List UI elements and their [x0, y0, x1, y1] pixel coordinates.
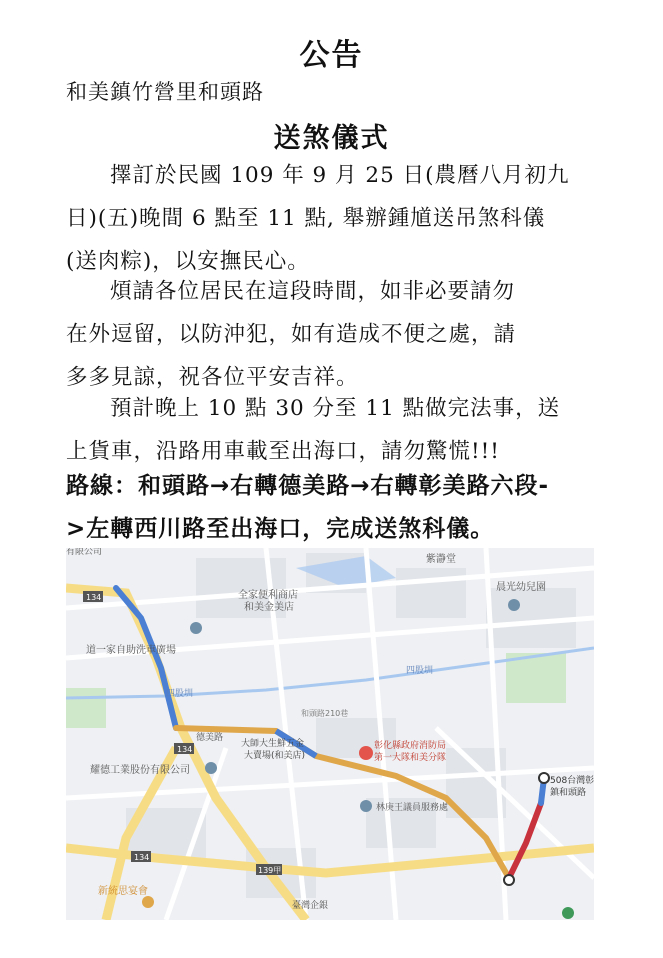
- map-label: 有限公司: [66, 548, 103, 557]
- paragraph-line: 日)(五)晚間 6 點至 11 點, 舉辦鍾馗送吊煞科儀: [66, 206, 546, 231]
- park-area: [66, 688, 106, 728]
- map-label: 臺灣企銀: [292, 901, 329, 911]
- route-segment-blue: [116, 588, 176, 728]
- paragraph-date: [66, 154, 626, 283]
- ceremony-title: 送煞儀式: [273, 123, 390, 154]
- route-description: [66, 465, 626, 551]
- road-shield-label: 134: [86, 593, 102, 602]
- paragraph-line: 煩請各位居民在這段時間，如非必要請勿: [110, 279, 516, 304]
- map-label: 大賣場(和美店): [244, 751, 306, 761]
- paragraph-line: 上貨車，沿路用車載至出海口，請勿驚慌!!!: [66, 439, 500, 464]
- map-canvas: [66, 548, 594, 920]
- poi-pin-icon: [359, 746, 373, 760]
- paragraph-line: (送肉粽)，以安撫民心。: [66, 249, 310, 274]
- paragraph-line: 預計晚上 10 點 30 分至 11 點做完法事，送: [110, 396, 561, 421]
- road-shield-label: 139甲: [258, 866, 282, 875]
- map-label: 鎮和頭路: [550, 788, 587, 798]
- start-marker: [539, 773, 549, 783]
- map-label: 四股圳: [166, 689, 194, 699]
- paragraph-line: 擇訂於民國 109 年 9 月 25 日(農曆八月初九: [110, 163, 570, 188]
- poi-pin-icon: [142, 896, 154, 908]
- poi-pin-icon: [360, 800, 372, 812]
- end-marker: [504, 875, 514, 885]
- poi-pin-icon: [508, 599, 520, 611]
- road-shield-label: 134: [134, 853, 150, 862]
- map-label: 德美路: [196, 733, 224, 743]
- poi-pin-icon: [190, 622, 202, 634]
- paragraph-request: [66, 270, 626, 399]
- paragraph-line: 多多見諒，祝各位平安吉祥。: [66, 365, 359, 390]
- map-label: 大師大生鮮五金: [241, 739, 305, 749]
- map-block: [396, 568, 466, 618]
- map-label: 耀德工業股份有限公司: [90, 765, 190, 776]
- map-label: 全家便利商店: [238, 590, 298, 601]
- paragraph-line: 在外逗留，以防沖犯，如有造成不便之處，請: [66, 322, 517, 347]
- map-label: 林庚王議員服務處: [376, 803, 449, 813]
- map-label: 道一家自助洗車廣場: [86, 645, 176, 656]
- map-label: 晨光幼兒園: [496, 582, 546, 593]
- route-line: 路線：和頭路→右轉德美路→右轉彰美路六段-: [66, 473, 550, 499]
- map-label: 第一大隊和美分隊: [374, 753, 447, 763]
- map-label: 和頭路210巷: [301, 709, 349, 718]
- map-label: 508台灣彰: [550, 776, 594, 786]
- route-line: >左轉西川路至出海口，完成送煞科儀。: [66, 516, 495, 542]
- map-label: 四股圳: [406, 666, 434, 676]
- notice-title: 公告: [299, 38, 364, 73]
- route-map: [66, 548, 594, 920]
- map-label: 彰化縣政府消防局: [374, 741, 447, 751]
- location-line: 和美鎮竹營里和頭路: [66, 80, 264, 104]
- road-shield-label: 134: [177, 745, 193, 754]
- map-label: 和美金美店: [244, 602, 294, 613]
- paragraph-schedule: [66, 387, 626, 473]
- poi-pin-icon: [562, 907, 574, 919]
- map-label: 紫瀞堂: [426, 554, 456, 565]
- poi-pin-icon: [205, 762, 217, 774]
- map-label: 新統思宴會: [98, 886, 148, 897]
